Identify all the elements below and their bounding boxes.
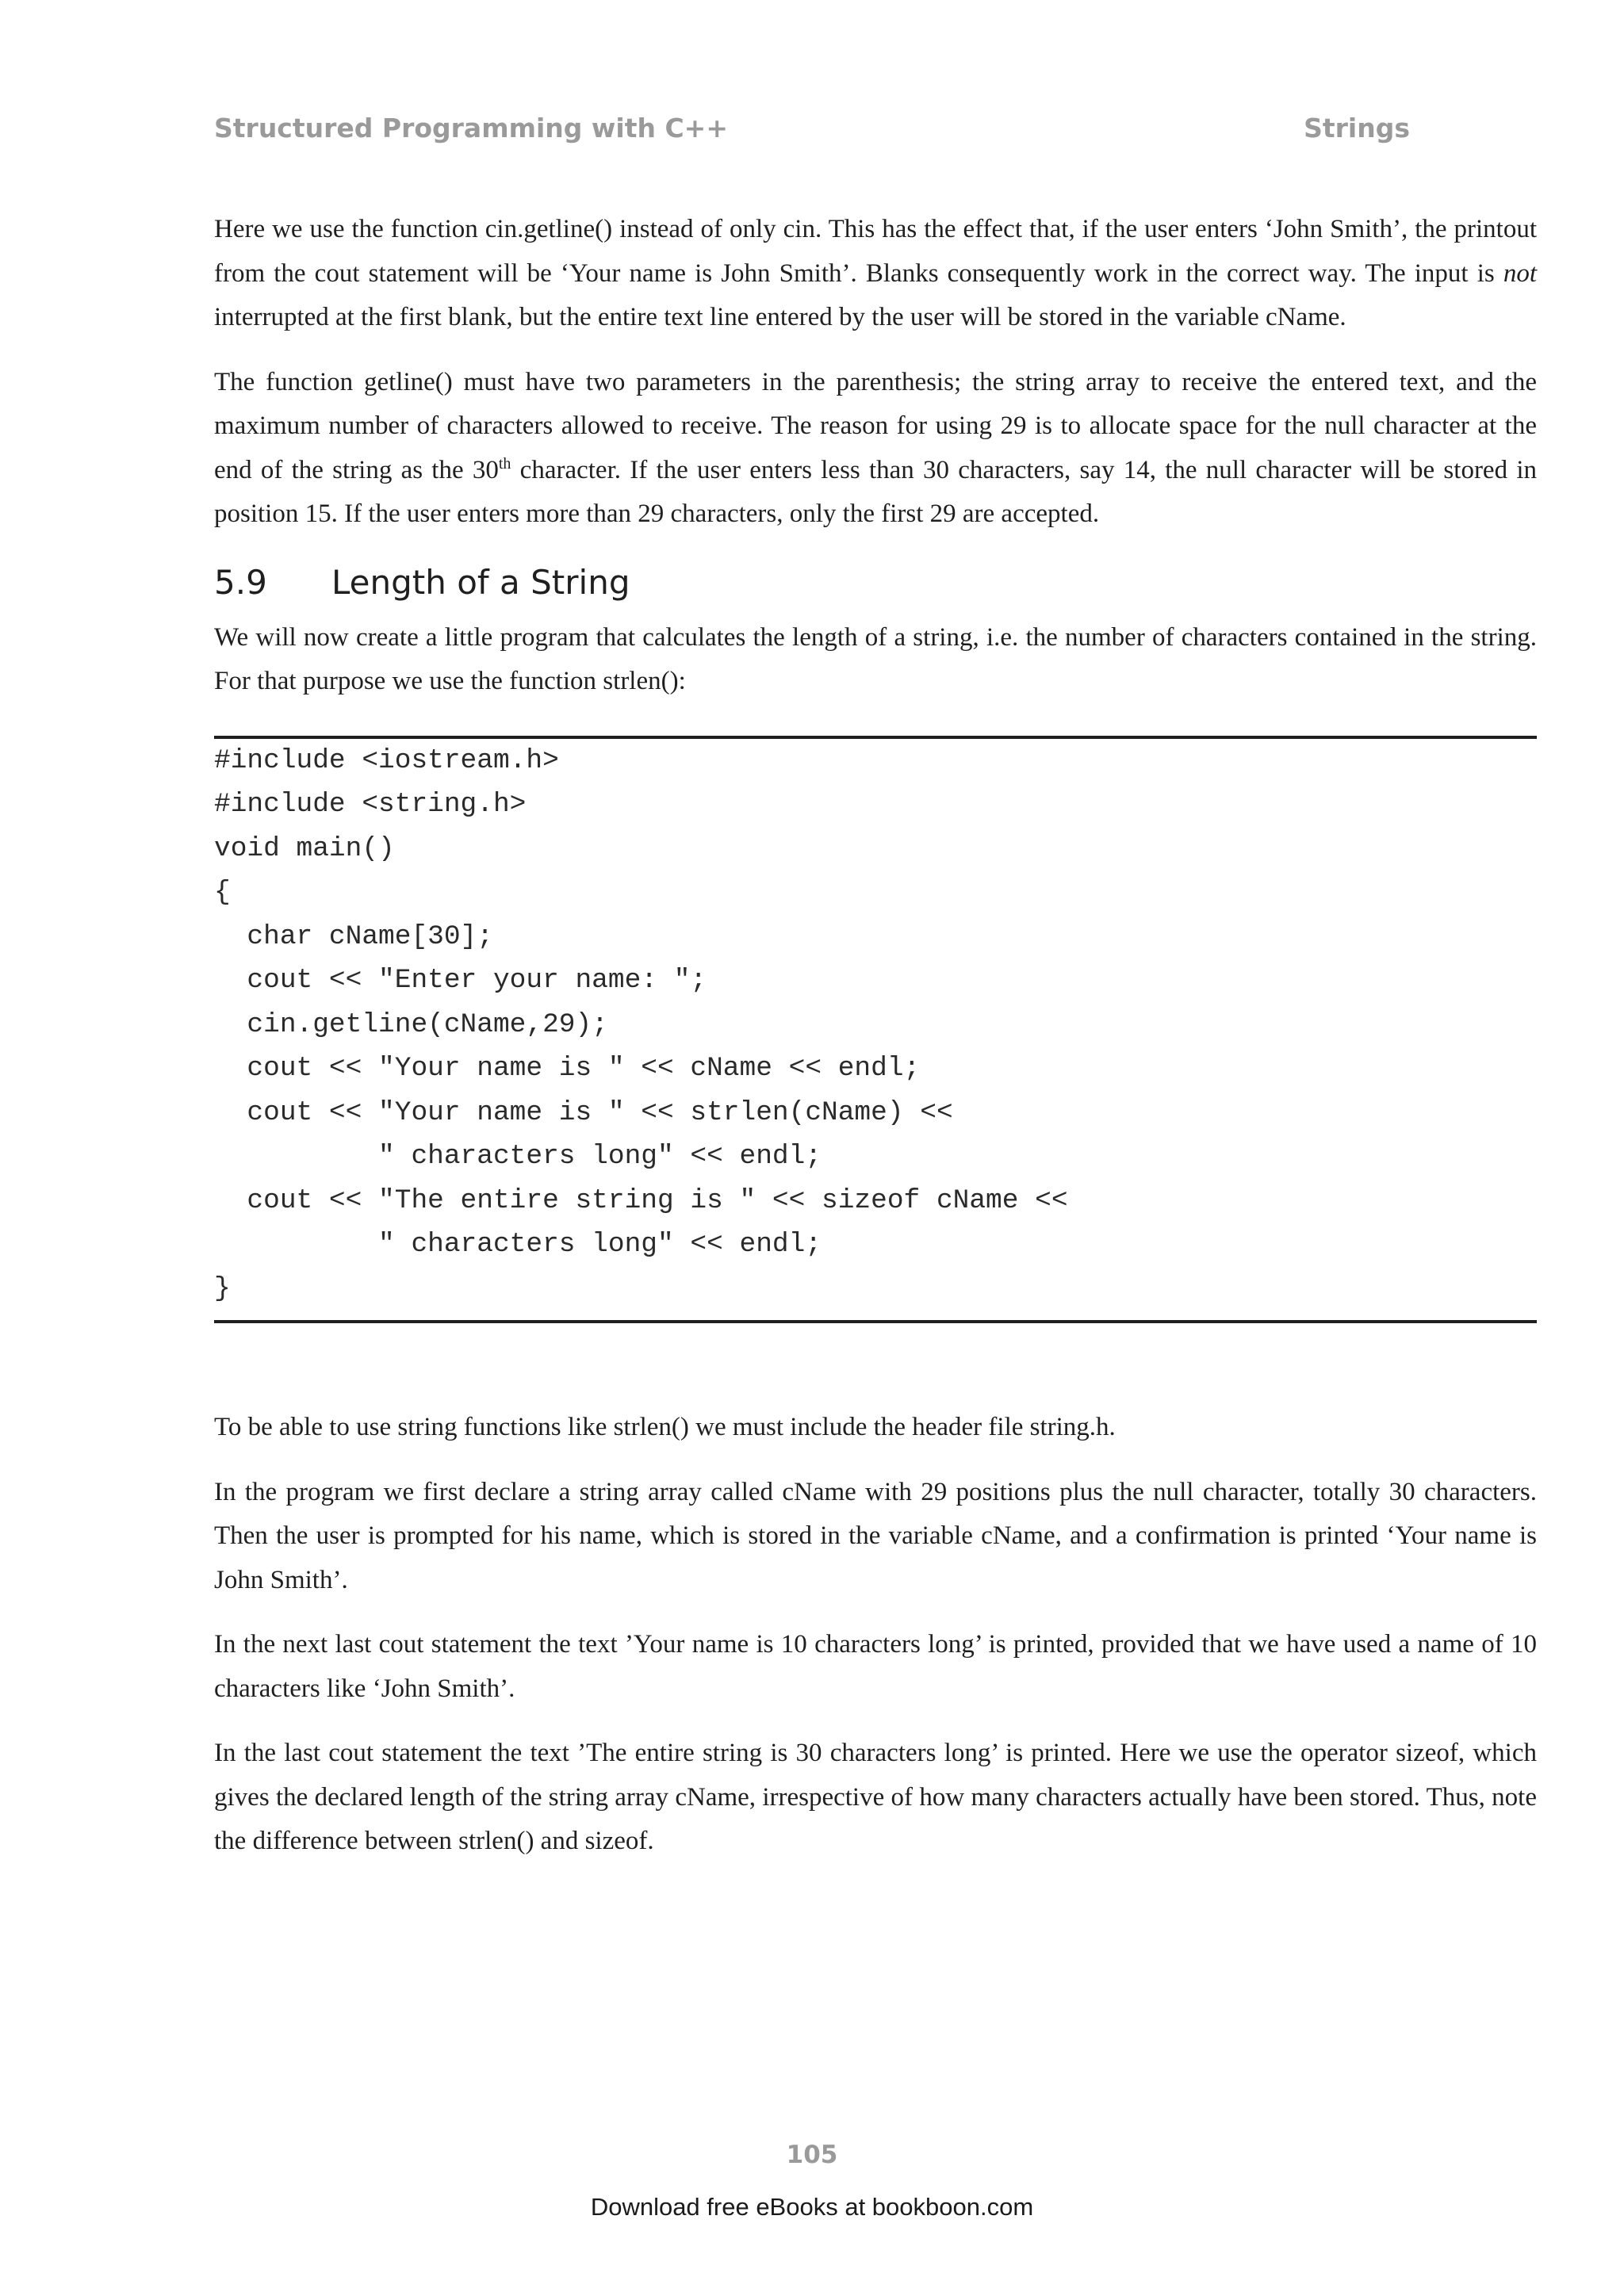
superscript-text: th bbox=[498, 454, 511, 473]
page-number: 105 bbox=[786, 2141, 838, 2169]
paragraph-text: character. If the user enters less than 30 characters, say 14, the null character will be stored in position 15. If the user enters more than 29 characters, only the first 29 are accepted. bbox=[214, 455, 1537, 528]
explanation-paragraph: In the program we first declare a string array called cName with 29 positions plus the null character, totally 30 characters. Then the user is prompted for his name, which is stored in the variable cName, and a confirmation is printed ‘Your name is John Smith’. bbox=[214, 1477, 1537, 1594]
code-line: void main() bbox=[214, 832, 395, 864]
paragraph-text: The function getline() must have two parameters in the parenthesis; the string array to receive the entered text, and the maximum number of characters allowed to receive. The reason for using 29 is to allocate space for the null character at the end of the string as the 30 bbox=[214, 367, 1537, 484]
code-line: cout << "Enter your name: "; bbox=[214, 965, 707, 996]
code-line: cout << "Your name is " << strlen(cName) << bbox=[214, 1096, 953, 1128]
section-intro-paragraph: We will now create a little program that calculates the length of a string, i.e. the number of characters contained in the string. For that purpose we use the function strlen(): bbox=[214, 622, 1537, 695]
emphasis-text: not bbox=[1503, 258, 1537, 288]
code-line: } bbox=[214, 1272, 231, 1304]
explanation-paragraph: In the next last cout statement the text ’Your name is 10 characters long’ is printed, provided that we have used a name of 10 characters like ‘John Smith’. bbox=[214, 1630, 1537, 1703]
code-line: { bbox=[214, 877, 231, 908]
page-content bbox=[214, 208, 1537, 1885]
paragraph-text: interrupted at the first blank, but the entire text line entered by the user will be stored in the variable cName. bbox=[214, 303, 1346, 331]
code-line: " characters long" << endl; bbox=[214, 1141, 822, 1172]
section-heading bbox=[214, 557, 1537, 608]
section-title: Length of a String bbox=[331, 562, 630, 602]
code-block bbox=[214, 736, 1537, 1324]
code-line: cout << "Your name is " << cName << endl; bbox=[214, 1053, 921, 1084]
paragraph-getline-params bbox=[214, 361, 1537, 537]
running-header bbox=[214, 113, 1410, 151]
code-line: cout << "The entire string is " << sizeof cName << bbox=[214, 1184, 1068, 1216]
explanation-paragraph: In the last cout statement the text ’The entire string is 30 characters long’ is printed. Here we use the operator sizeof, which gives the declared length of the string array cName, irrespective of how many characters actually have been stored. Thus, note the difference between strlen() and sizeof. bbox=[214, 1739, 1537, 1855]
explanation-paragraphs bbox=[214, 1406, 1537, 1864]
code-line: #include <string.h> bbox=[214, 789, 527, 820]
code-line: char cName[30]; bbox=[214, 920, 493, 952]
download-link[interactable]: Download free eBooks at bookboon.com bbox=[590, 2193, 1034, 2221]
code-line: #include <iostream.h> bbox=[214, 744, 559, 776]
section-number: 5.9 bbox=[214, 562, 267, 602]
paragraph-getline-intro bbox=[214, 208, 1537, 340]
code-line: " characters long" << endl; bbox=[214, 1229, 822, 1260]
explanation-paragraph: To be able to use string functions like strlen() we must include the header file string.h. bbox=[214, 1413, 1116, 1441]
paragraph-text: Here we use the function cin.getline() instead of only cin. This has the effect that, if the user enters ‘John Smith’, the printout from the cout statement will be ‘Your name is John Smith’. Blanks consequently work in the correct way. The input is bbox=[214, 215, 1537, 288]
chapter-title: Strings bbox=[1304, 113, 1410, 144]
book-title: Structured Programming with C++ bbox=[214, 113, 728, 144]
code-line: cin.getline(cName,29); bbox=[214, 1008, 608, 1040]
